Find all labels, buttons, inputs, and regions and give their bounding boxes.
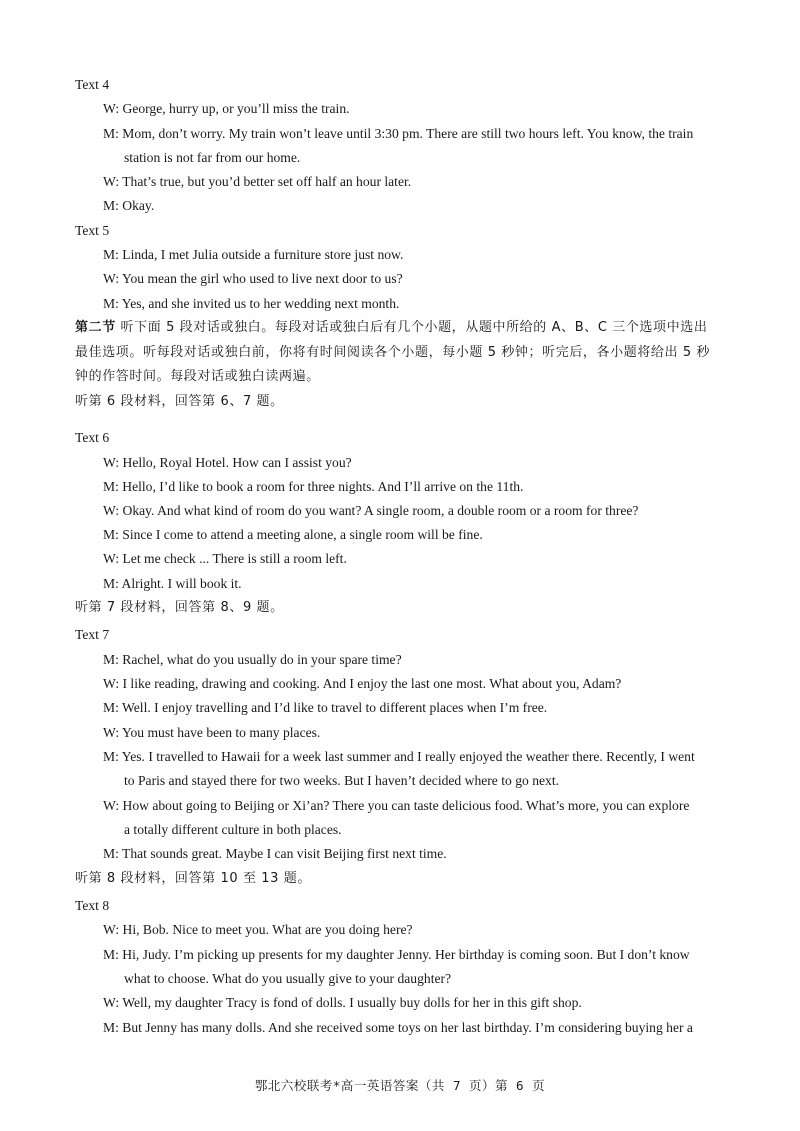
text7-line-9: M: That sounds great. Maybe I can visit Beijing first next time.	[103, 846, 447, 861]
text8-line-4: W: Well, my daughter Tracy is fond of dolls. I usually buy dolls for her in this gift shop.	[103, 995, 582, 1010]
instruction-8: 听第 8 段材料，回答第 10 至 13 题。	[75, 871, 311, 886]
text7-line-1: M: Rachel, what do you usually do in your spare time?	[103, 652, 402, 667]
text4-line-4: W: That’s true, but you’d better set off half an hour later.	[103, 174, 412, 189]
text5-line-3: M: Yes, and she invited us to her wedding next month.	[103, 296, 400, 311]
section2-line-3: 钟的作答时间。每段对话或独白读两遍。	[75, 369, 320, 384]
text6-heading: Text 6	[75, 430, 110, 445]
section2-title: 第二节	[75, 320, 116, 335]
text6-line-3: W: Okay. And what kind of room do you want? A single room, a double room or a room for three?	[103, 503, 639, 518]
text7-line-8: a totally different culture in both places.	[124, 822, 342, 837]
text7-line-4: W: You must have been to many places.	[103, 725, 321, 740]
text5-line-1: M: Linda, I met Julia outside a furniture store just now.	[103, 247, 404, 262]
text6-line-6: M: Alright. I will book it.	[103, 576, 242, 591]
text7-heading: Text 7	[75, 627, 110, 642]
text7-line-6: to Paris and stayed there for two weeks. But I haven’t decided where to go next.	[124, 773, 559, 788]
text7-line-5: M: Yes. I travelled to Hawaii for a week last summer and I really enjoyed the weather there. Recently, I went	[103, 749, 695, 764]
text4-heading: Text 4	[75, 77, 110, 92]
text8-heading: Text 8	[75, 898, 110, 913]
section2-text-1: 听下面 5 段对话或独白。每段对话或独白后有几个小题，从题中所给的 A、B、C 三个选项中选出	[120, 320, 708, 335]
text5-heading: Text 5	[75, 223, 110, 238]
instruction-7: 听第 7 段材料，回答第 8、9 题。	[75, 600, 284, 615]
text8-line-5: M: But Jenny has many dolls. And she received some toys on her last birthday. I’m considering buying her a	[103, 1020, 693, 1035]
text4-line-5: M: Okay.	[103, 198, 155, 213]
text8-line-2: M: Hi, Judy. I’m picking up presents for my daughter Jenny. Her birthday is coming soon. But I don’t know	[103, 947, 690, 962]
text8-line-3: what to choose. What do you usually give to your daughter?	[124, 971, 452, 986]
text4-line-1: W: George, hurry up, or you’ll miss the train.	[103, 101, 350, 116]
text6-line-1: W: Hello, Royal Hotel. How can I assist you?	[103, 455, 352, 470]
section2-line-2: 最佳选项。听每段对话或独白前，你将有时间阅读各个小题，每小题 5 秒钟；听完后，各小题将给出 5 秒	[75, 345, 711, 360]
section2-line-1	[75, 320, 707, 336]
text6-line-5: W: Let me check ... There is still a room left.	[103, 551, 347, 566]
text4-line-3: station is not far from our home.	[124, 150, 301, 165]
text8-line-1: W: Hi, Bob. Nice to meet you. What are you doing here?	[103, 922, 413, 937]
text7-line-2: W: I like reading, drawing and cooking. And I enjoy the last one most. What about you, Adam?	[103, 676, 622, 691]
page-footer: 鄂北六校联考*高一英语答案（共 7 页）第 6 页	[254, 1078, 546, 1093]
text5-line-2: W: You mean the girl who used to live next door to us?	[103, 271, 403, 286]
text6-line-2: M: Hello, I’d like to book a room for three nights. And I’ll arrive on the 11th.	[103, 479, 524, 494]
text6-line-4: M: Since I come to attend a meeting alone, a single room will be fine.	[103, 527, 483, 542]
text7-line-3: M: Well. I enjoy travelling and I’d like to travel to different places when I’m free.	[103, 700, 548, 715]
instruction-6: 听第 6 段材料，回答第 6、7 题。	[75, 394, 284, 409]
text4-line-2: M: Mom, don’t worry. My train won’t leave until 3:30 pm. There are still two hours left. You know, the train	[103, 126, 694, 141]
text7-line-7: W: How about going to Beijing or Xi’an? There you can taste delicious food. What’s more, you can explore	[103, 798, 690, 813]
